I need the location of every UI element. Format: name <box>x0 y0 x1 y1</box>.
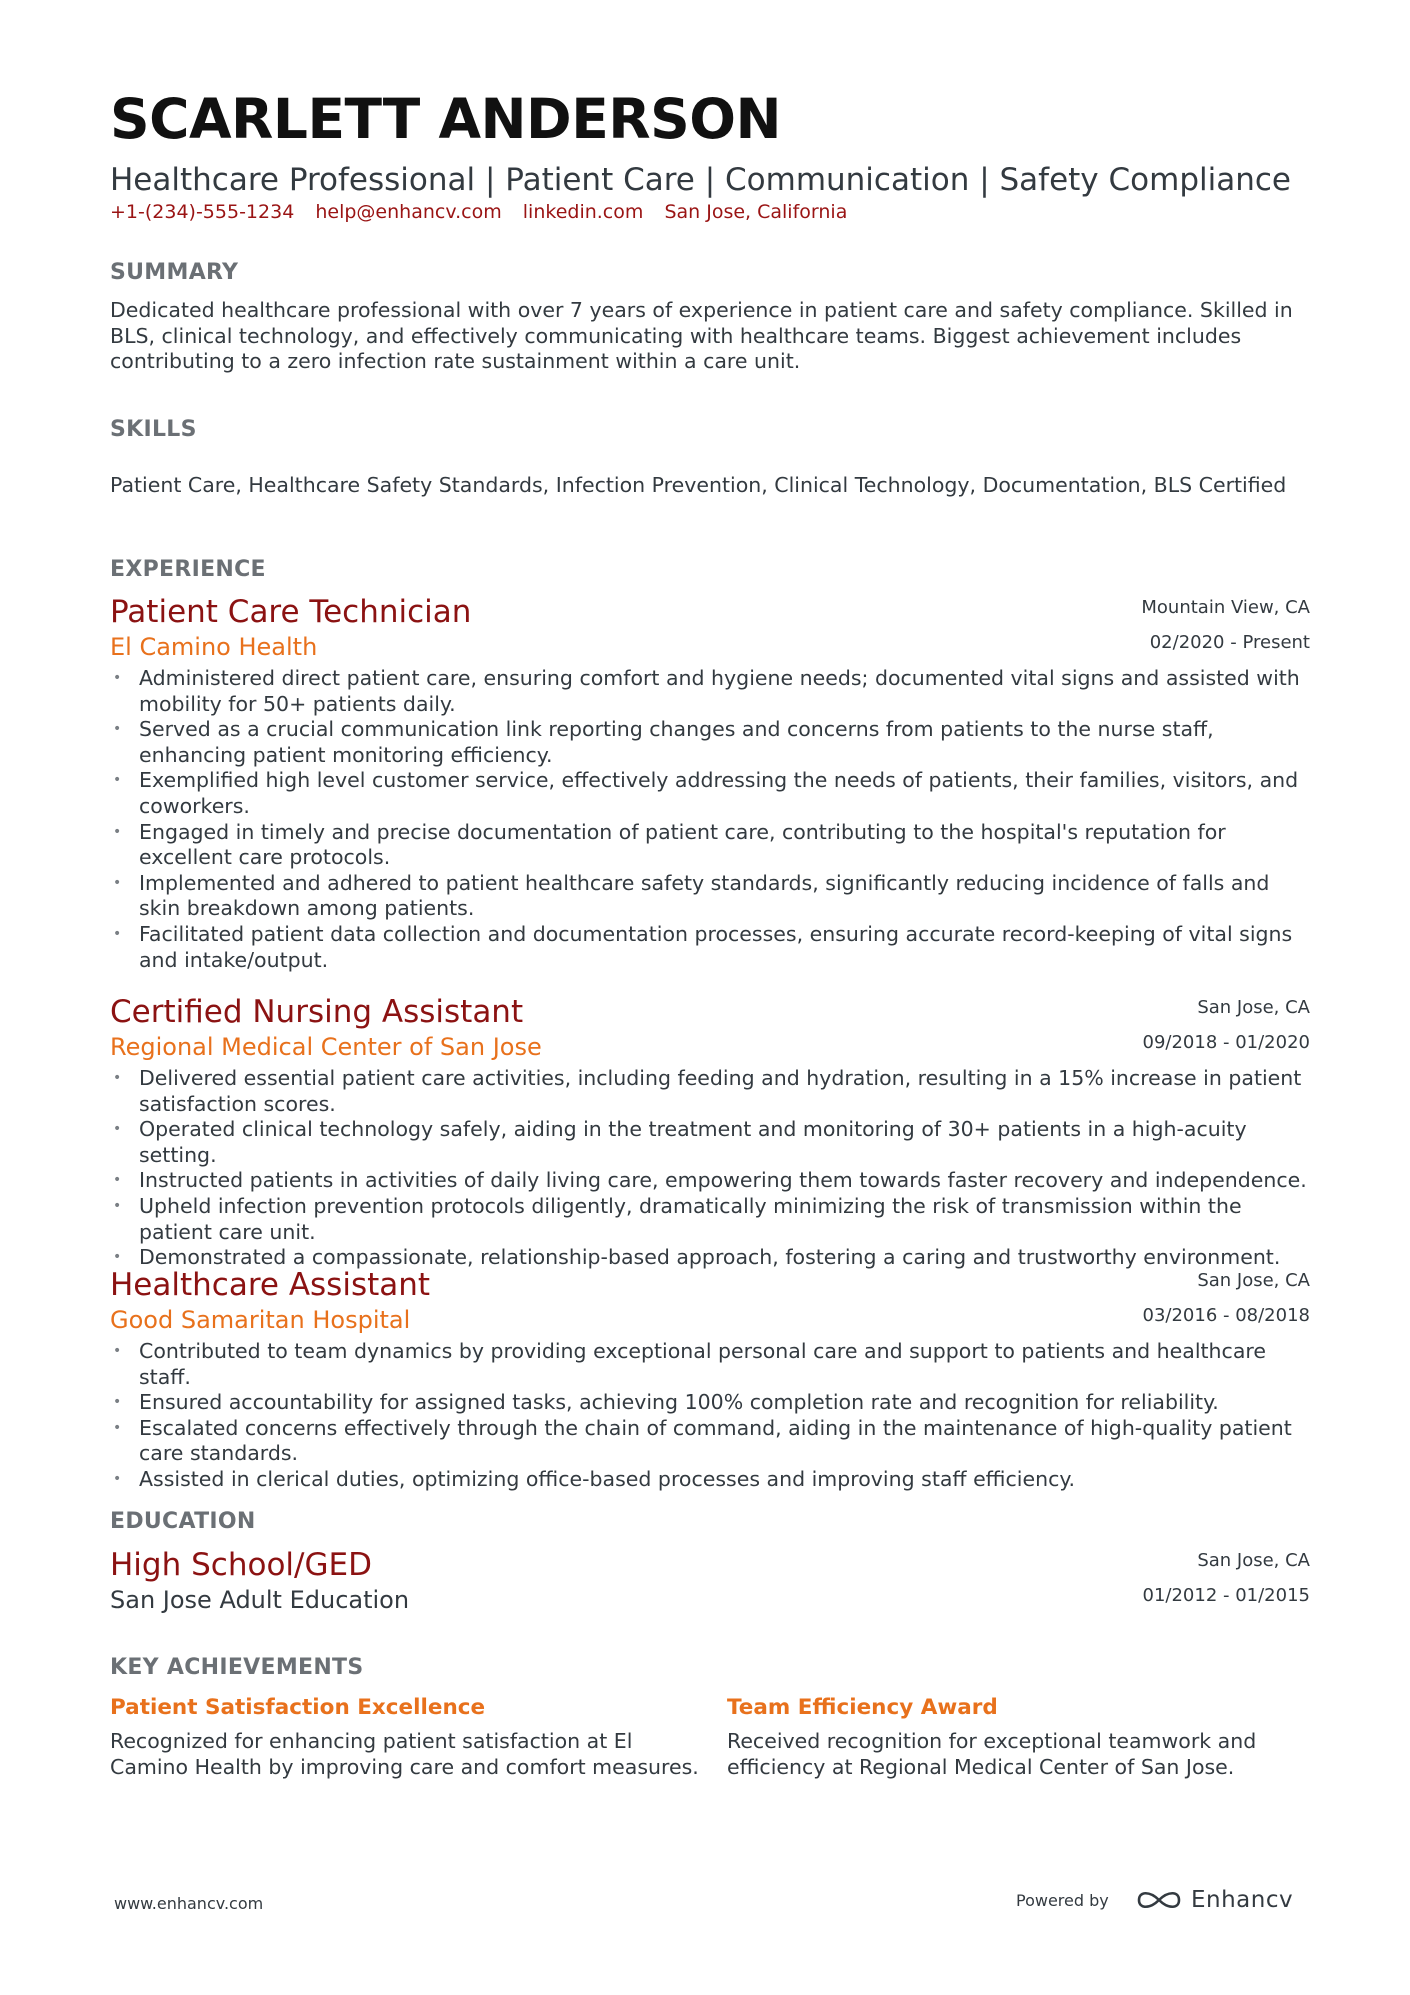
bullet-text: Ensured accountability for assigned tasks, achieving 100% completion rate and recognition for reliability. <box>139 1390 1219 1415</box>
bullet-item <box>110 1339 1310 1390</box>
bullet-text: Upheld infection prevention protocols diligently, dramatically minimizing the risk of transmission within the patient care unit. <box>139 1193 1242 1244</box>
bullet-dot-icon: • <box>113 1172 122 1189</box>
bullet-dot-icon: • <box>113 1343 122 1359</box>
job-title: Patient Care Technician <box>110 594 472 630</box>
education-dates: 01/2012 - 01/2015 <box>1142 1585 1310 1606</box>
summary-text: Dedicated healthcare professional with over 7 years of experience in patient care and safety compliance. Skilled in BLS, clinical technology, and effectively communicating with healthcare teams. Biggest achievement includes contributing to a zero infection rate sustainment within a care unit. <box>110 298 1293 374</box>
job-bullets <box>110 1066 1310 1271</box>
bullet-text: Served as a crucial communication link reporting changes and concerns from patients to the nurse staff, enhancing patient monitoring efficiency. <box>139 717 1214 767</box>
bullet-item <box>110 666 1310 717</box>
bullet-dot-icon: • <box>113 721 122 738</box>
bullet-dot-icon: • <box>113 772 122 789</box>
job-bullets <box>110 666 1310 973</box>
bullet-dot-icon: • <box>113 670 122 686</box>
job-bullets <box>110 1339 1310 1493</box>
bullet-text: Implemented and adhered to patient healthcare safety standards, significantly reducing incidence of falls and skin breakdown among patients. <box>139 870 1270 921</box>
bullet-dot-icon: • <box>113 874 122 891</box>
candidate-tagline: Healthcare Professional | Patient Care | Communication | Safety Compliance <box>110 162 1291 198</box>
bullet-text: Operated clinical technology safely, aiding in the treatment and monitoring of 30+ patients in a high-acuity setting. <box>139 1117 1247 1167</box>
bullet-dot-icon: • <box>113 1197 122 1214</box>
bullet-text: Contributed to team dynamics by providing exceptional personal care and support to patients and healthcare staff. <box>139 1339 1266 1389</box>
bullet-item <box>110 1467 1310 1493</box>
job-location: San Jose, CA <box>1197 1270 1310 1291</box>
bullet-item <box>110 922 1310 973</box>
experience-heading: EXPERIENCE <box>110 557 266 582</box>
bullet-dot-icon: • <box>113 823 122 840</box>
education-location: San Jose, CA <box>1197 1550 1310 1571</box>
job-title: Healthcare Assistant <box>110 1267 431 1303</box>
achievement-desc: Received recognition for exceptional teamwork and efficiency at Regional Medical Center of San Jose. <box>727 1728 1257 1779</box>
bullet-dot-icon: • <box>113 1419 122 1436</box>
achievement-item <box>727 1697 1317 1780</box>
job-company: Regional Medical Center of San Jose <box>110 1033 542 1061</box>
bullet-dot-icon: • <box>113 1121 122 1138</box>
job-company: Good Samaritan Hospital <box>110 1306 411 1334</box>
bullet-item <box>110 717 1310 768</box>
contact-location: San Jose, California <box>664 201 848 223</box>
bullet-text: Facilitated patient data collection and documentation processes, ensuring accurate record-keeping of vital signs and intake/output. <box>139 921 1293 972</box>
bullet-item <box>110 871 1310 922</box>
contact-bar <box>110 201 862 223</box>
achievement-title: Team Efficiency Award <box>727 1695 998 1720</box>
contact-phone[interactable]: +1-(234)-555-1234 <box>110 201 295 223</box>
education-heading: EDUCATION <box>110 1509 256 1534</box>
contact-linkedin[interactable]: linkedin.com <box>522 201 644 223</box>
bullet-dot-icon: • <box>113 1394 122 1411</box>
bullet-text: Demonstrated a compassionate, relationship-based approach, fostering a caring and trustworthy environment. <box>139 1245 1281 1270</box>
contact-email[interactable]: help@enhancv.com <box>315 201 502 223</box>
bullet-dot-icon: • <box>113 925 122 942</box>
job-location: Mountain View, CA <box>1141 597 1310 618</box>
enhancv-brand[interactable] <box>1135 1880 1293 1920</box>
bullet-text: Assisted in clerical duties, optimizing office-based processes and improving staff efficiency. <box>139 1466 1076 1491</box>
powered-by-label: Powered by <box>1016 1891 1109 1910</box>
job-dates: 02/2020 - Present <box>1149 632 1310 653</box>
achievements-heading: KEY ACHIEVEMENTS <box>110 1655 364 1680</box>
bullet-text: Administered direct patient care, ensuring comfort and hygiene needs; documented vital signs and assisted with mobility for 50+ patients daily. <box>139 666 1300 716</box>
bullet-dot-icon: • <box>113 1070 122 1086</box>
bullet-text: Delivered essential patient care activities, including feeding and hydration, resulting in a 15% increase in patient satisfaction scores. <box>139 1066 1302 1116</box>
achievement-desc: Recognized for enhancing patient satisfaction at El Camino Health by improving care and comfort measures. <box>110 1728 699 1779</box>
job-title: Certified Nursing Assistant <box>110 994 524 1030</box>
summary-heading: SUMMARY <box>110 260 239 285</box>
bullet-item <box>110 1168 1310 1194</box>
bullet-text: Instructed patients in activities of daily living care, empowering them towards faster recovery and independence. <box>139 1168 1307 1193</box>
bullet-item <box>110 1117 1310 1168</box>
bullet-item <box>110 820 1310 871</box>
skills-heading: SKILLS <box>110 417 197 442</box>
achievement-title: Patient Satisfaction Excellence <box>110 1695 486 1720</box>
education-school: San Jose Adult Education <box>110 1586 410 1614</box>
bullet-item <box>110 1390 1310 1416</box>
bullet-dot-icon: • <box>113 1470 122 1487</box>
footer-url[interactable]: www.enhancv.com <box>114 1894 264 1913</box>
enhancv-logo-icon <box>1135 1885 1183 1915</box>
bullet-item <box>110 1066 1310 1117</box>
candidate-name: SCARLETT ANDERSON <box>110 87 782 151</box>
bullet-item <box>110 1194 1310 1245</box>
skills-text: Patient Care, Healthcare Safety Standards, Infection Prevention, Clinical Technology, Documentation, BLS Certified <box>110 473 1287 497</box>
bullet-text: Escalated concerns effectively through the chain of command, aiding in the maintenance of high-quality patient care standards. <box>139 1415 1292 1466</box>
job-company: El Camino Health <box>110 633 318 661</box>
job-location: San Jose, CA <box>1197 997 1310 1018</box>
job-dates: 09/2018 - 01/2020 <box>1142 1032 1310 1053</box>
brand-name: Enhancv <box>1191 1887 1294 1913</box>
bullet-text: Engaged in timely and precise documentation of patient care, contributing to the hospital's reputation for excellent care protocols. <box>139 819 1226 870</box>
bullet-item <box>110 768 1310 819</box>
job-dates: 03/2016 - 08/2018 <box>1142 1305 1310 1326</box>
bullet-item <box>110 1416 1310 1467</box>
bullet-dot-icon: • <box>113 1249 122 1266</box>
achievement-item <box>110 1697 700 1780</box>
education-degree: High School/GED <box>110 1547 372 1583</box>
bullet-text: Exemplified high level customer service, effectively addressing the needs of patients, their families, visitors, and coworkers. <box>139 768 1299 818</box>
